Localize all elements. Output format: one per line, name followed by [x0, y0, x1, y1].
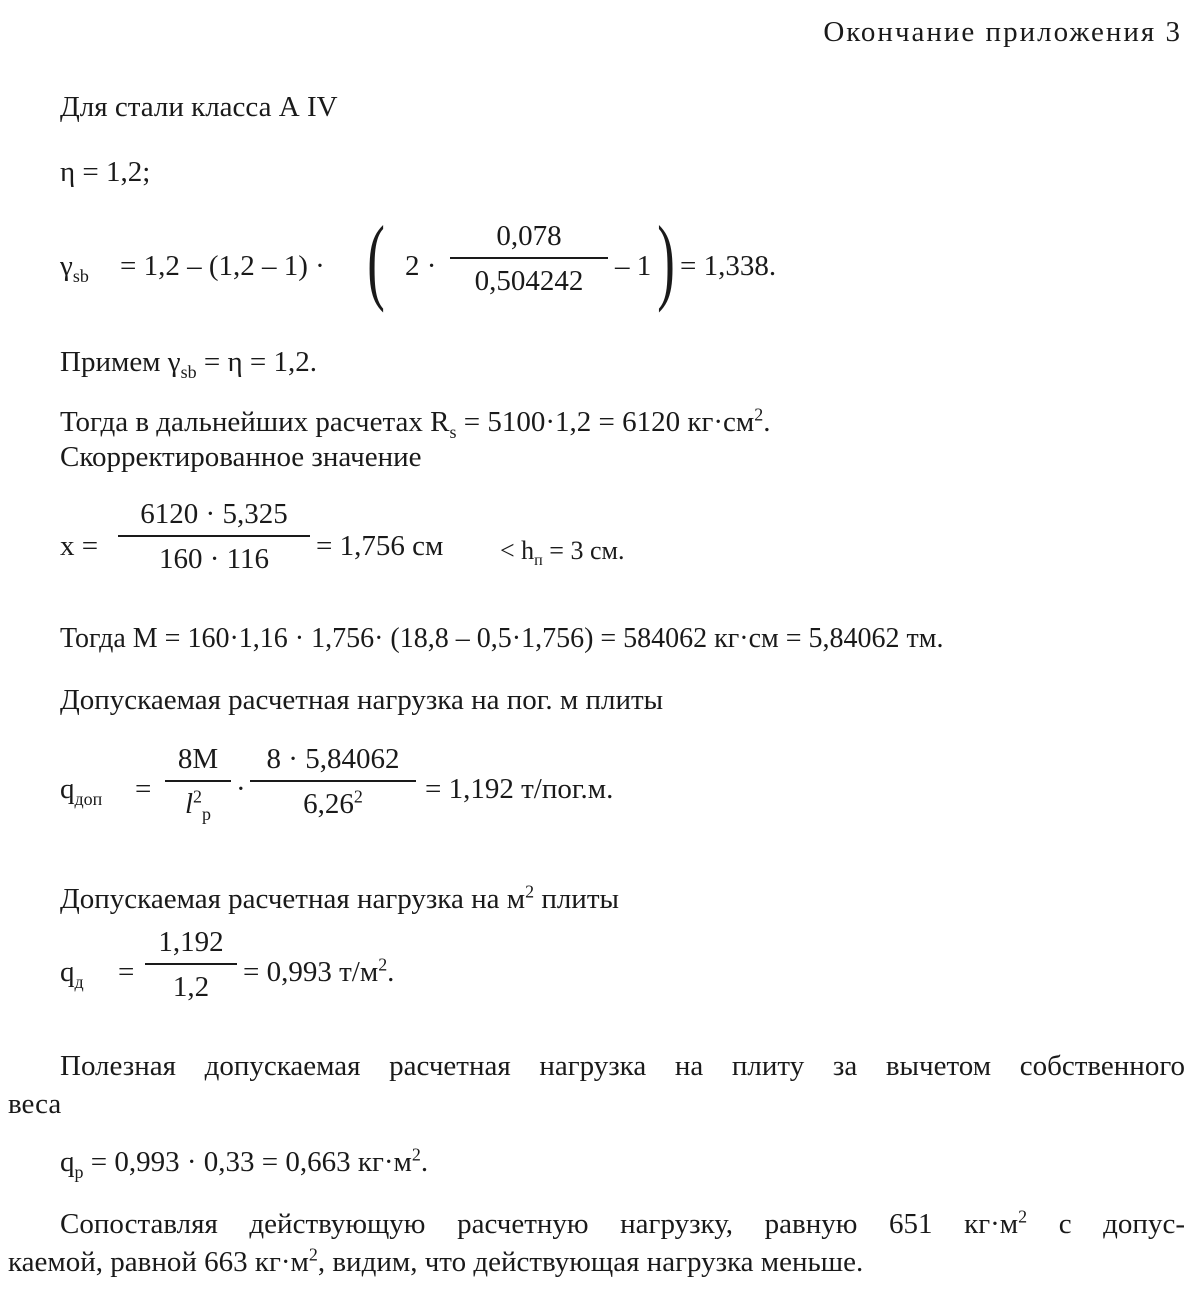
- minus-one: – 1: [615, 250, 652, 282]
- corrected-value-text: Скорректированное значение: [60, 441, 422, 473]
- compare-line2: каемой, равной 663 $кг\cdot м^2$, видим, что действующая нагрузка меньше.: [8, 1244, 864, 1278]
- fraction-denominator: 1,2: [172, 971, 210, 1003]
- load-per-m2-text: Допускаемая расчетная нагрузка на $м^2$ плиты: [60, 881, 619, 915]
- fraction-denominator: $l^2_p$: [184, 786, 212, 824]
- q-d-fraction: [145, 928, 237, 1002]
- q-d-result: = 0,993 $т/м^2$.: [243, 954, 395, 988]
- q-dop-dot: ·: [236, 773, 246, 805]
- fraction-denominator: 160 · 116: [158, 543, 270, 575]
- eta-value: η = 1,2;: [60, 156, 151, 188]
- q-d-eq: =: [118, 956, 135, 988]
- gamma-result: = 1,338.: [680, 250, 777, 282]
- two-dot: 2 ·: [405, 250, 437, 282]
- load-per-m-text: Допускаемая расчетная нагрузка на пог. м плиты: [60, 684, 664, 716]
- then-rs-text: Тогда в дальнейших расчетах $R_s = 5100\cdot 1,2 = 6120$ $кг\cdot см^2$.: [60, 404, 771, 442]
- fraction-numerator: 6120 · 5,325: [140, 498, 288, 530]
- fraction-numerator: 8 · 5,84062: [266, 743, 400, 775]
- q-p-formula: $q_р = 0,993 \cdot 0,33 = 0,663$ $кг\cdot м^2$.: [60, 1144, 429, 1182]
- fraction-bar: [118, 535, 310, 537]
- right-paren: ): [657, 206, 675, 313]
- q-d-lhs: $q_д$: [60, 956, 84, 992]
- fraction-bar: [250, 780, 416, 782]
- fraction-denominator: 6,26$^2$: [303, 786, 363, 820]
- fraction-denominator: 0,504242: [474, 265, 584, 297]
- useful-load-line2: веса: [8, 1088, 62, 1120]
- fraction-numerator: 1,192: [158, 926, 224, 958]
- page-header: Окончание приложения 3: [823, 16, 1182, 48]
- gamma-expression-part1: = 1,2 – (1,2 – 1) ·: [120, 250, 325, 282]
- q-dop-fraction-2: [250, 745, 416, 819]
- useful-load-line1: Полезная допускаемая расчетная нагрузка на плиту за вычетом собственного: [60, 1050, 1185, 1082]
- fraction-bar: [450, 257, 608, 259]
- fraction-bar: [145, 963, 237, 965]
- q-dop-result: = 1,192 т/пог.м.: [425, 773, 614, 805]
- fraction-bar: [165, 780, 231, 782]
- q-dop-eq: =: [135, 773, 152, 805]
- x-comparison: < $h_п = 3$ см.: [500, 536, 625, 570]
- fraction-numerator: 8M: [177, 743, 219, 775]
- x-fraction: [118, 500, 310, 574]
- gamma-symbol: $\gamma_{sb}$: [60, 250, 89, 286]
- x-result: = 1,756 см: [316, 530, 444, 562]
- fraction-numerator: 0,078: [496, 220, 562, 252]
- compare-line1: Сопоставляя действующую расчетную нагрузку, равную 651 $кг\cdot м^2$ с допус-: [60, 1206, 1185, 1240]
- steel-class-text: Для стали класса А IV: [60, 91, 338, 123]
- x-lhs: x =: [60, 530, 99, 562]
- q-dop-fraction-1: [165, 743, 231, 824]
- accept-gamma-text: Примем $\gamma_{sb} = \eta = 1,2$.: [60, 346, 317, 382]
- q-dop-lhs: $q_{доп}$: [60, 773, 103, 809]
- gamma-fraction: [450, 222, 608, 296]
- left-paren: (: [367, 206, 385, 313]
- moment-text: Тогда M = 160·1,16 · 1,756· (18,8 – 0,5·1,756) = 584062 кг·см = 5,84062 тм.: [60, 623, 944, 654]
